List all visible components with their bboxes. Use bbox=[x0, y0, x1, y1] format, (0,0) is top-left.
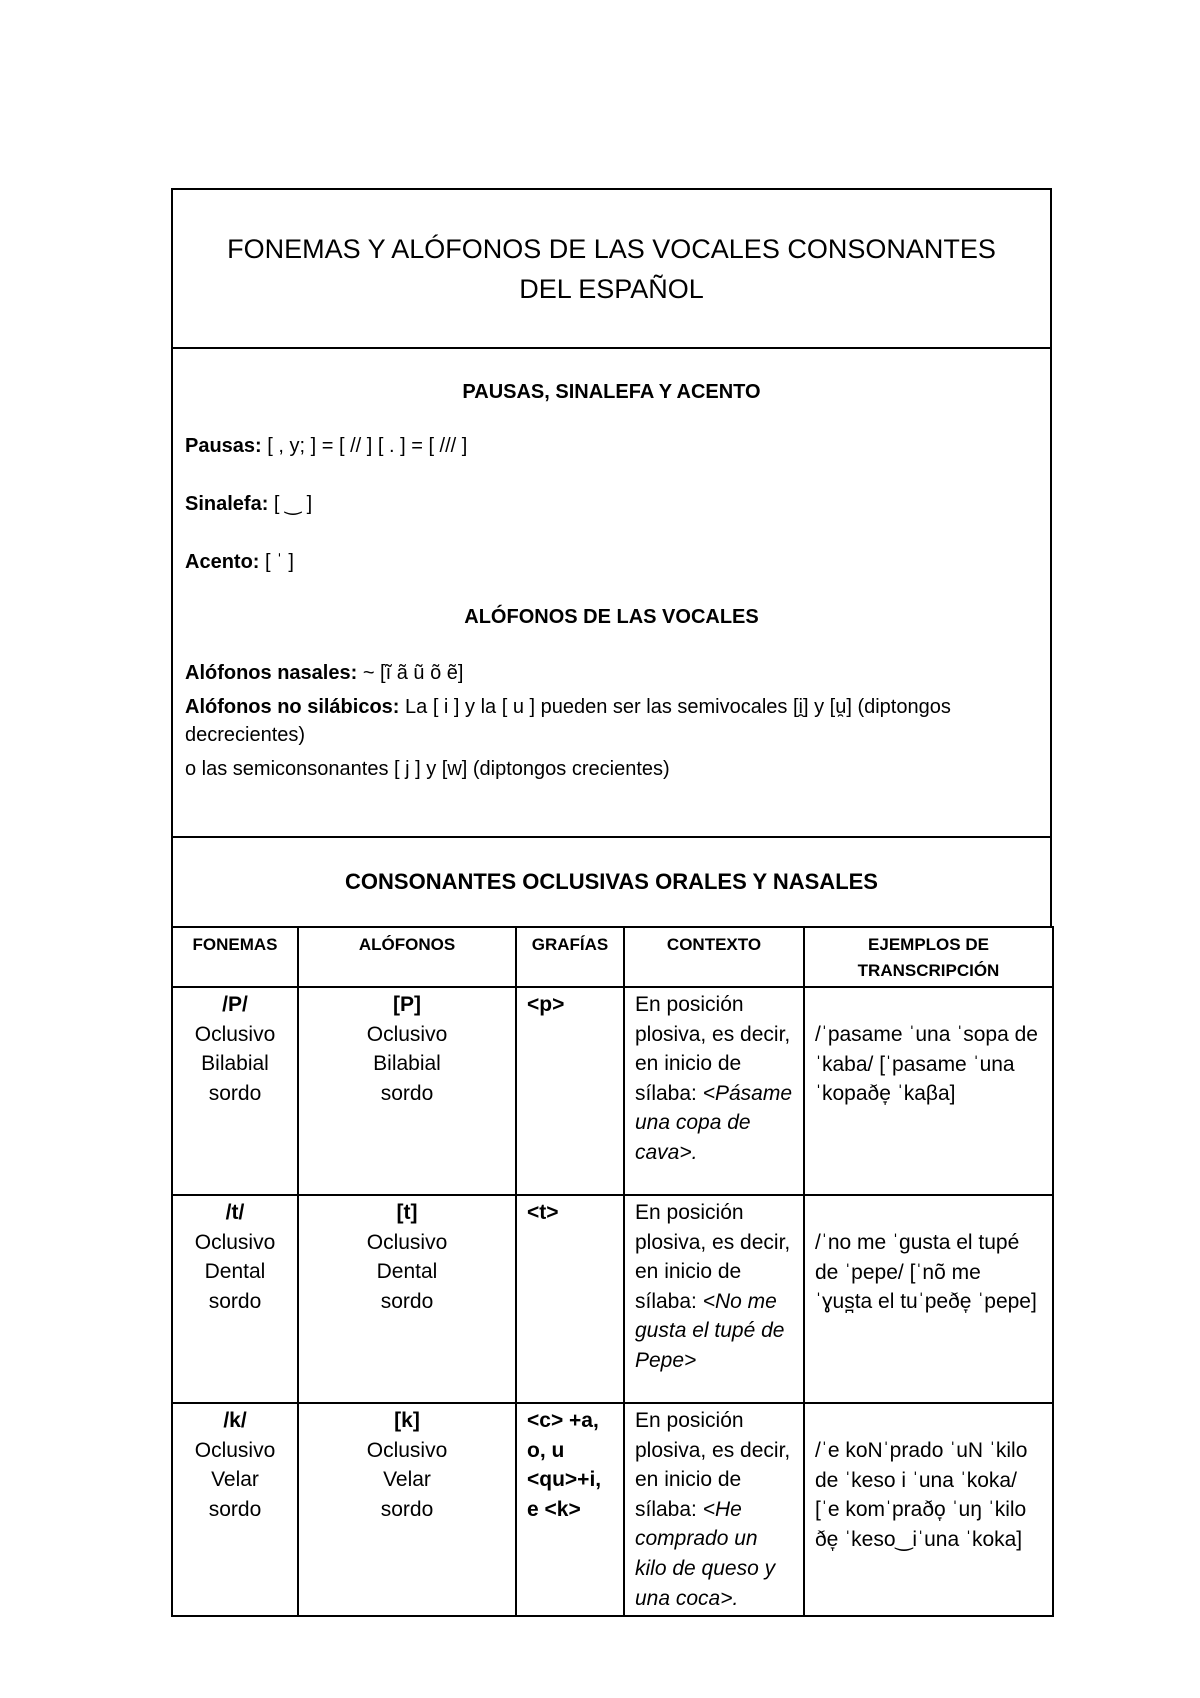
pausas-box bbox=[171, 347, 1052, 836]
contexto-cell bbox=[624, 1403, 804, 1616]
fonema-desc: sordo bbox=[208, 1081, 262, 1105]
fonema-desc: sordo bbox=[208, 1289, 262, 1313]
grafia-cell: <c> +a, o, u <qu>+i, e <k> bbox=[516, 1403, 624, 1616]
nosilabicos-label: Alófonos no silábicos: bbox=[185, 696, 400, 718]
table-row bbox=[172, 1195, 1053, 1403]
fonema-desc: Velar bbox=[211, 1468, 259, 1492]
pausas-value: [ , y; ] = [ // ] [ . ] = [ /// ] bbox=[261, 435, 468, 457]
acento-label: Acento: bbox=[185, 551, 260, 573]
nasales-label: Alófonos nasales: bbox=[185, 662, 358, 684]
nosilabicos-line bbox=[185, 693, 1038, 749]
sinalefa-label: Sinalefa: bbox=[185, 493, 269, 515]
alofono: [k] bbox=[394, 1409, 420, 1432]
contexto-example: <Pásame una copa de cava>. bbox=[635, 1081, 793, 1164]
alofono-desc: Oclusivo bbox=[366, 1230, 448, 1254]
alofono-cell bbox=[298, 987, 516, 1195]
contexto-cell bbox=[624, 987, 804, 1195]
acento-line bbox=[185, 548, 1038, 576]
header-ejemplos: EJEMPLOS DE TRANSCRIPCIÓN bbox=[804, 927, 1053, 987]
fonema-desc: Dental bbox=[204, 1260, 266, 1284]
title-box bbox=[171, 188, 1052, 347]
fonema-desc: Oclusivo bbox=[194, 1022, 276, 1046]
vocales-heading: ALÓFONOS DE LAS VOCALES bbox=[464, 606, 759, 628]
contexto-example: <No me gusta el tupé de Pepe> bbox=[635, 1289, 785, 1372]
header-fonemas: FONEMAS bbox=[172, 927, 298, 987]
consonantes-title-box bbox=[171, 836, 1052, 926]
alofono-desc: Dental bbox=[376, 1260, 438, 1284]
alofono-desc: sordo bbox=[380, 1497, 434, 1521]
alofono-desc: sordo bbox=[380, 1289, 434, 1313]
alofono-desc: Oclusivo bbox=[366, 1438, 448, 1462]
consonantes-title: CONSONANTES OCLUSIVAS ORALES Y NASALES bbox=[345, 869, 878, 894]
nosilabicos-line-2: o las semiconsonantes [ j ] y [w] (diptongos crecientes) bbox=[185, 758, 670, 780]
contexto-cell bbox=[624, 1195, 804, 1403]
page-title: FONEMAS Y ALÓFONOS DE LAS VOCALES CONSONANTES DEL ESPAÑOL bbox=[227, 233, 996, 304]
consonantes-table bbox=[171, 926, 1054, 1617]
alofono-desc: Velar bbox=[383, 1468, 431, 1492]
sinalefa-line bbox=[185, 490, 1038, 518]
grafia-cell: <t> bbox=[516, 1195, 624, 1403]
contexto-example: <He comprado un kilo de queso y una coca>. bbox=[635, 1497, 776, 1610]
alofono: [P] bbox=[393, 993, 421, 1016]
nosilabicos-value: La [ i ] y la [ u ] pueden ser las semivocales [i̯] y [u̯] (diptongos decrecientes) bbox=[185, 696, 951, 746]
ejemplo-cell: /ˈe koNˈprado ˈuN ˈkilo de ˈkeso i ˈuna ˈkoka/ [ˈe komˈpraðo̞ ˈuŋ ˈkilo ðe̞ ˈkeso‿iˈuna ˈkoka] bbox=[804, 1403, 1053, 1616]
grafia-cell: <p> bbox=[516, 987, 624, 1195]
header-alofonos: ALÓFONOS bbox=[298, 927, 516, 987]
alofono-desc: sordo bbox=[380, 1081, 434, 1105]
pausas-line bbox=[185, 432, 1038, 460]
fonema-cell bbox=[172, 1403, 298, 1616]
pausas-heading: PAUSAS, SINALEFA Y ACENTO bbox=[462, 381, 761, 403]
nasales-line bbox=[185, 659, 1038, 687]
fonema-cell bbox=[172, 1195, 298, 1403]
fonema: /k/ bbox=[223, 1409, 247, 1432]
ejemplo-cell: /ˈno me ˈgusta el tupé de ˈpepe/ [ˈnõ me ˈɣus̪ta el tuˈpeðe̞ ˈpepe] bbox=[804, 1195, 1053, 1403]
table-row bbox=[172, 987, 1053, 1195]
ejemplo-cell: /ˈpasame ˈuna ˈsopa de ˈkaba/ [ˈpasame ˈuna ˈkopaðe̞ ˈkaβa] bbox=[804, 987, 1053, 1195]
table-row bbox=[172, 1403, 1053, 1616]
alofono-desc: Bilabial bbox=[373, 1052, 441, 1076]
document-page bbox=[171, 188, 1052, 1617]
pausas-label: Pausas: bbox=[185, 435, 262, 457]
acento-value: [ ˈ ] bbox=[259, 551, 294, 573]
table-header-row bbox=[172, 927, 1053, 987]
fonema: /P/ bbox=[222, 993, 248, 1016]
header-grafias: GRAFÍAS bbox=[516, 927, 624, 987]
fonema-cell bbox=[172, 987, 298, 1195]
contexto-text: En posición plosiva, es decir, en inicio de sílaba: bbox=[635, 1409, 791, 1521]
alofono-desc: Oclusivo bbox=[366, 1022, 448, 1046]
alofono: [t] bbox=[396, 1201, 418, 1224]
nasales-value: ~ [ĩ ã ũ õ ẽ] bbox=[357, 662, 464, 684]
alofono-cell bbox=[298, 1195, 516, 1403]
fonema-desc: Oclusivo bbox=[194, 1230, 276, 1254]
fonema: /t/ bbox=[225, 1201, 245, 1224]
fonema-desc: Oclusivo bbox=[194, 1438, 276, 1462]
contexto-text: En posición plosiva, es decir, en inicio de sílaba: bbox=[635, 993, 791, 1105]
sinalefa-value: [ ‿ ] bbox=[268, 493, 313, 515]
contexto-text: En posición plosiva, es decir, en inicio de sílaba: bbox=[635, 1201, 791, 1313]
header-contexto: CONTEXTO bbox=[624, 927, 804, 987]
fonema-desc: sordo bbox=[208, 1497, 262, 1521]
fonema-desc: Bilabial bbox=[201, 1052, 269, 1076]
alofono-cell bbox=[298, 1403, 516, 1616]
